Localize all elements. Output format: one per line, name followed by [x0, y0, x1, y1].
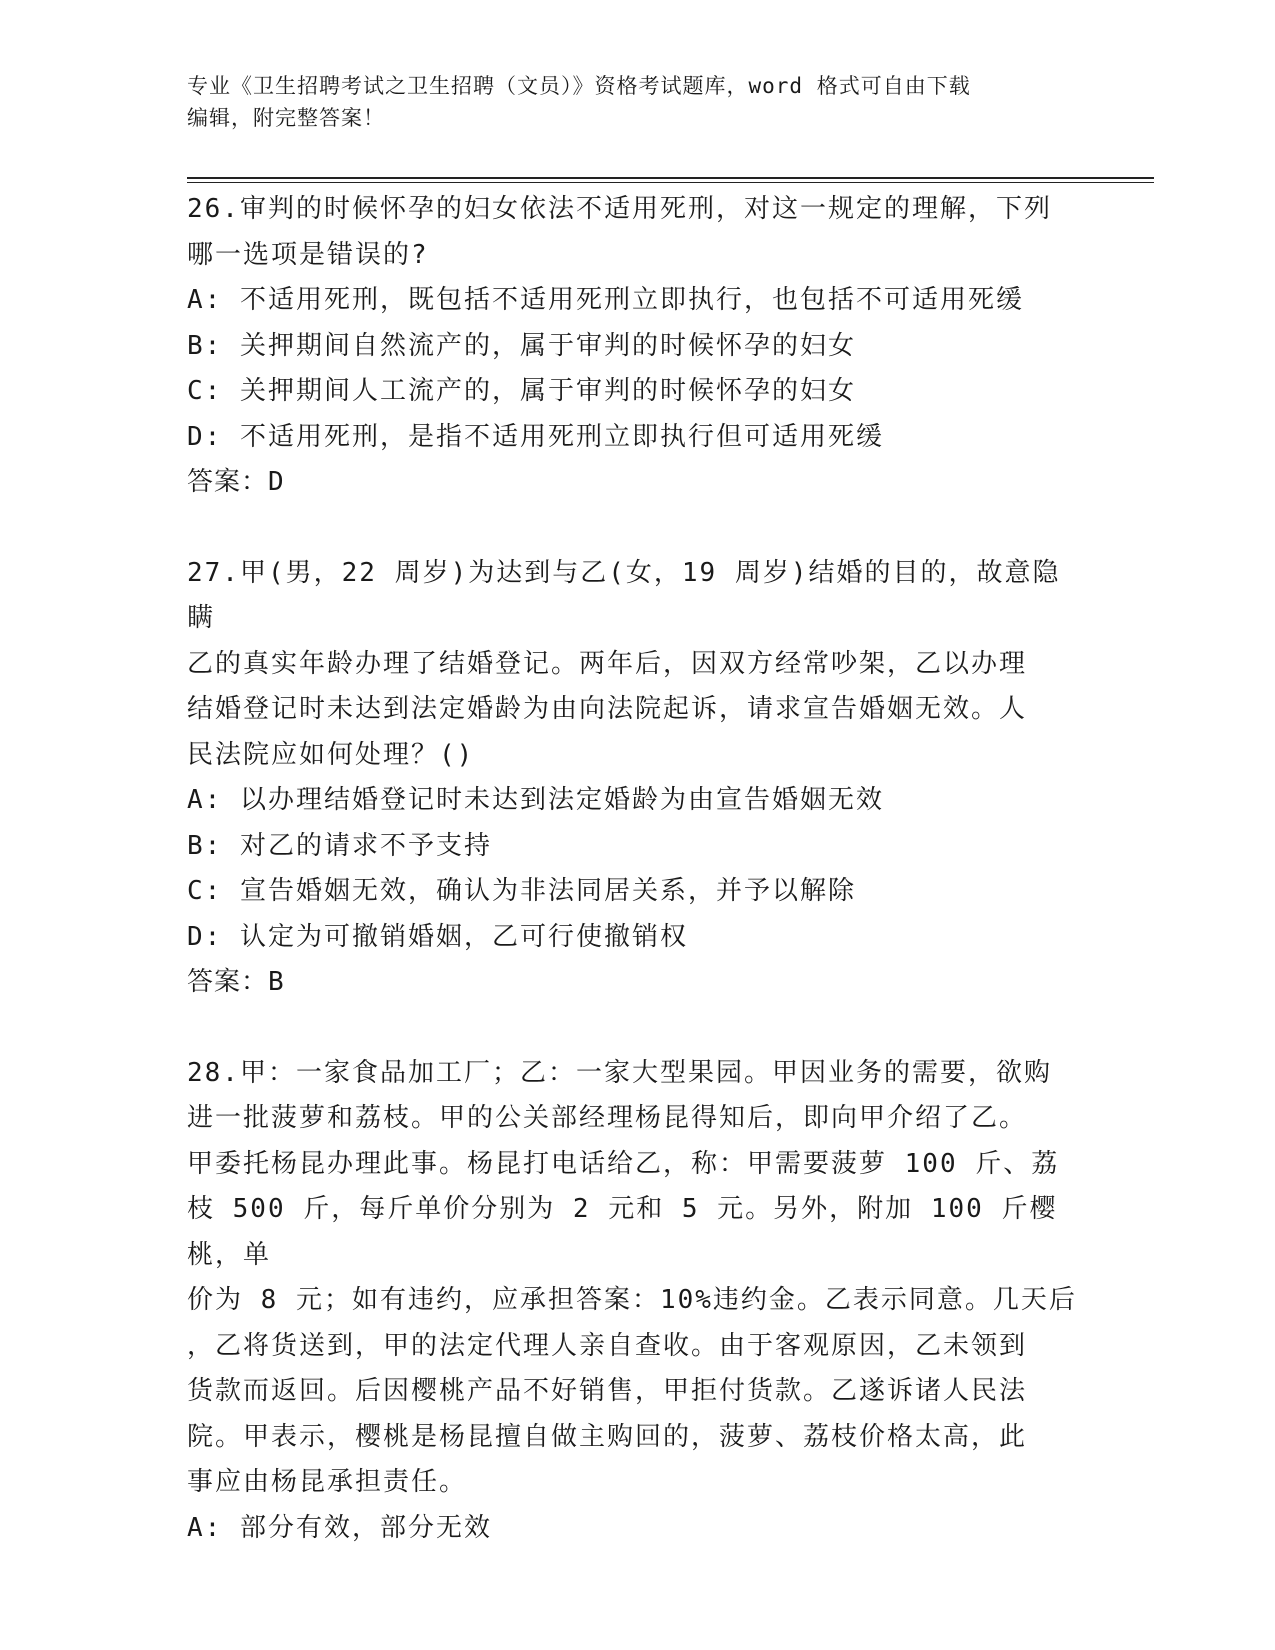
option-d: D: 不适用死刑，是指不适用死刑立即执行但可适用死缓 [187, 421, 884, 452]
option-c: C: 宣告婚姻无效，确认为非法同居关系，并予以解除 [187, 876, 856, 906]
question-stem-line: ，乙将货送到，甲的法定代理人亲自查收。由于客观原因，乙未领到 [187, 1330, 1028, 1361]
option-c: C: 关押期间人工流产的，属于审判的时候怀孕的妇女 [187, 376, 856, 406]
option-b: B: 对乙的请求不予支持 [187, 830, 492, 861]
option-d: D: 认定为可撤销婚姻，乙可行使撤销权 [187, 921, 688, 952]
question-28 [187, 1051, 1087, 1552]
question-stem-line: 事应由杨昆承担责任。 [187, 1467, 468, 1497]
question-stem-line: 26.审判的时候怀孕的妇女依法不适用死刑，对这一规定的理解，下列 [187, 194, 1052, 224]
question-26 [187, 187, 1087, 506]
option-a: A: 部分有效，部分无效 [187, 1512, 492, 1543]
question-stem-line: 28.甲：一家食品加工厂；乙：一家大型果园。甲因业务的需要，欲购 [187, 1057, 1052, 1088]
header-line-1: 专业《卫生招聘考试之卫生招聘（文员）》资格考试题库，word 格式可自由下载 [187, 74, 971, 98]
header-divider-thin [187, 182, 1154, 183]
option-a: A: 以办理结婚登记时未达到法定婚龄为由宣告婚姻无效 [187, 785, 884, 815]
question-stem-line: 结婚登记时未达到法定婚龄为由向法院起诉，请求宣告婚姻无效。人 [187, 694, 1028, 724]
question-stem-line: 乙的真实年龄办理了结婚登记。两年后，因双方经常吵架，乙以办理 [187, 648, 1028, 679]
option-a: A: 不适用死刑，既包括不适用死刑立即执行，也包括不可适用死缓 [187, 285, 1024, 315]
question-stem-line: 哪一选项是错误的? [187, 239, 429, 270]
question-stem-line: 货款而返回。后因樱桃产品不好销售，甲拒付货款。乙遂诉诸人民法 [187, 1376, 1028, 1406]
answer-line: 答案：B [187, 967, 285, 997]
option-b: B: 关押期间自然流产的，属于审判的时候怀孕的妇女 [187, 330, 856, 361]
question-stem-line: 27.甲(男，22 周岁)为达到与乙(女，19 周岁)结婚的目的，故意隐瞒 [187, 557, 1061, 633]
answer-line: 答案：D [187, 467, 285, 497]
question-27 [187, 551, 1087, 1006]
question-stem-line: 甲委托杨昆办理此事。杨昆打电话给乙，称：甲需要菠萝 100 斤、荔 [187, 1148, 1060, 1179]
header-line-2: 编辑，附完整答案！ [187, 106, 385, 130]
question-stem-line: 价为 8 元；如有违约，应承担答案：10%违约金。乙表示同意。几天后 [187, 1285, 1077, 1315]
question-list [187, 187, 1087, 1551]
document-header [187, 70, 1087, 134]
question-stem-line: 枝 500 斤，每斤单价分别为 2 元和 5 元。另外，附加 100 斤樱桃，单 [187, 1194, 1058, 1270]
header-divider-thick [187, 177, 1154, 179]
question-stem-line: 民法院应如何处理？() [187, 739, 475, 770]
question-stem-line: 进一批菠萝和荔枝。甲的公关部经理杨昆得知后，即向甲介绍了乙。 [187, 1103, 1028, 1133]
question-stem-line: 院。甲表示，樱桃是杨昆擅自做主购回的，菠萝、荔枝价格太高，此 [187, 1421, 1028, 1452]
